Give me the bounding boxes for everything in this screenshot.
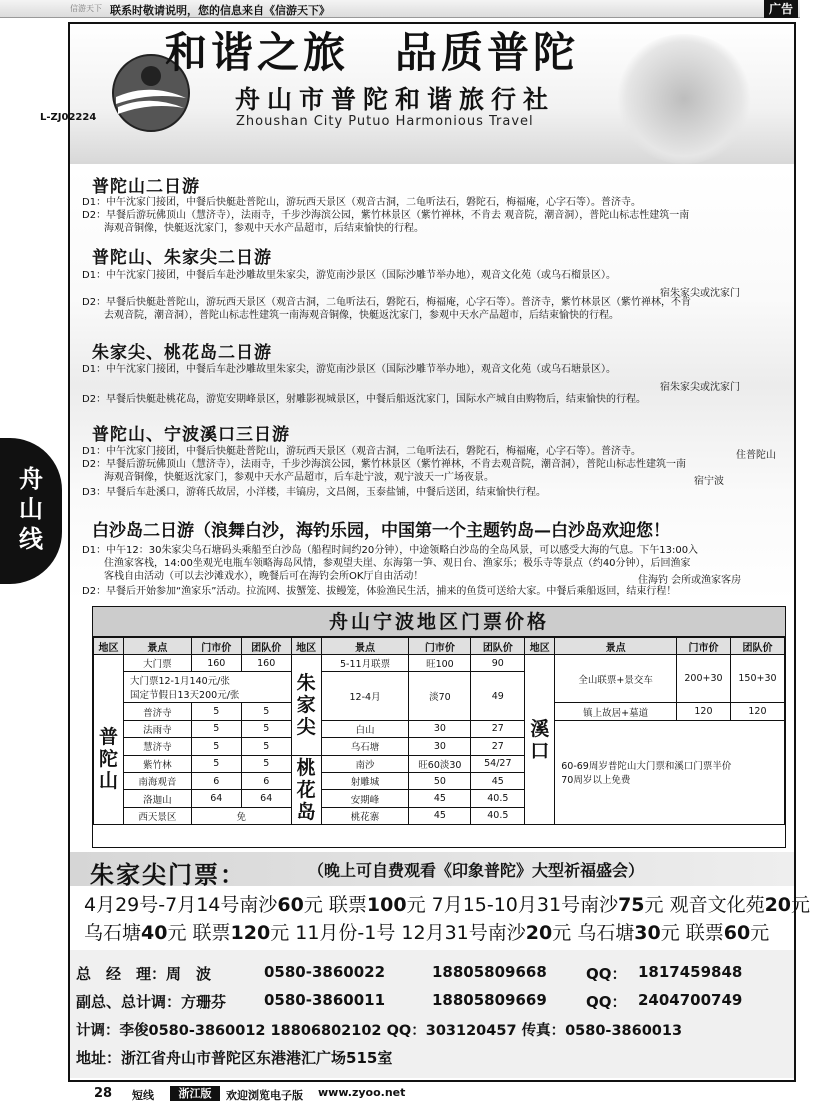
region-char: 普	[98, 726, 118, 749]
region-char: 岛	[296, 800, 316, 823]
tour-day: 去观音院，潮音洞），普陀山标志性建筑一南海观音铜像，快艇返沈家门，参观中天水产品超市，后结束愉快的行程。	[104, 310, 619, 321]
cell-spot: 南沙	[321, 755, 409, 772]
cell-price: 160	[241, 655, 291, 672]
column-header: 地区	[94, 638, 124, 655]
tour-day: D1：中午沈家门接团，中餐后快艇赴普陀山，游玩西天景区（观音古洞，二龟听法石，磐陀石，梅福庵，心字石等）。普济寺。	[82, 197, 642, 208]
region-char: 陀	[98, 748, 118, 771]
tour-title: 普陀山、宁波溪口三日游	[92, 425, 290, 445]
cell-price: 免	[191, 807, 291, 824]
cell-price: 54/27	[471, 755, 525, 772]
baisha-day: 住渔家客栈，14:00坐观光电瓶车领略海岛风情，参观望夫崖、东海第一笋、观日台、渔家乐；极乐寺等景点（约40分钟），后回渔家	[104, 558, 691, 569]
license-number: L-ZJ02224	[40, 112, 97, 123]
tour-day: D2：早餐后快艇赴桃花岛，游览安期峰景区，射雕影视城景区，中餐后船返沈家门，国际水产城自由购物后，结束愉快的行程。	[82, 394, 647, 405]
cell-spot: 桃花寨	[321, 807, 409, 824]
price-text: 乌石塘	[84, 922, 142, 944]
jidiao-row: 计调：李俊0580-3860012 18806802102 QQ：303120457 传真：0580-3860013	[76, 1023, 683, 1039]
cell-price: 40.5	[471, 790, 525, 807]
cell-spot: 紫竹林	[123, 755, 191, 772]
cell-price: 5	[191, 703, 241, 720]
cell-price: 150+30	[730, 655, 784, 703]
tour-day: D2：早餐后快艇赴普陀山，游玩西天景区（观音古洞，二龟听法石，磐陀石，梅福庵，心字石等）。普济寺，紫竹林景区（紫竹禅林，不肯	[82, 297, 692, 308]
cell-price: 40.5	[471, 807, 525, 824]
cell-spot: 12-4月	[321, 672, 409, 720]
price-grid	[93, 637, 785, 825]
cell-spot: 射雕城	[321, 772, 409, 789]
zjj-price-line	[84, 890, 810, 917]
price-value: 120	[230, 922, 271, 944]
region-char: 山	[98, 770, 118, 793]
cell-price: 50	[409, 772, 471, 789]
guanyin-statue-silhouette	[614, 34, 754, 164]
cell-spot: 大门票	[123, 655, 191, 672]
tour-stay: 宿朱家尖或沈家门	[660, 382, 740, 393]
cell-price: 27	[471, 738, 525, 755]
cell-price: 5	[191, 720, 241, 737]
baisha-day: D2：早餐后开始参加“渔家乐”活动。拉流网、拔蟹笼、拔鳗笼，体验渔民生活，捕来的鱼货可送给大家。中餐后乘船返回，结束行程！	[82, 586, 677, 597]
region-taohuadao	[291, 755, 321, 825]
price-text: 元 7月15-10月31号南沙	[406, 894, 619, 916]
tour-day: D1：中午沈家门接团，中餐后车赴沙雕故里朱家尖，游览南沙景区（国际沙雕节举办地），观音文化苑（或乌石榴景区）。	[82, 270, 617, 281]
cell-spot: 南海观音	[123, 772, 191, 789]
contact-qq-label: QQ：	[586, 993, 627, 1011]
region-putuo	[94, 655, 124, 825]
cell-price: 45	[471, 772, 525, 789]
side-tab-zhoushan-line	[0, 438, 62, 584]
contact-role: 总 经 理：周 波	[76, 965, 212, 983]
column-header: 团队价	[730, 638, 784, 655]
cell-spot: 普济寺	[123, 703, 191, 720]
cell-price: 5	[241, 755, 291, 772]
note-line: 60-69周岁普陀山大门票和溪口门票半价	[561, 761, 732, 773]
contact-mobile: 18805809669	[432, 991, 547, 1009]
cell-spot: 全山联票+景交车	[555, 655, 677, 703]
cell-spot: 安期峰	[321, 790, 409, 807]
region-char: 尖	[296, 715, 316, 738]
banner-slogan: 和谐之旅 品质普陀	[165, 28, 580, 77]
top-bar	[0, 0, 800, 18]
cell-price: 49	[471, 672, 525, 720]
cell-price: 30	[409, 720, 471, 737]
price-value: 30	[634, 922, 661, 944]
tour-title: 朱家尖、桃花岛二日游	[92, 343, 272, 363]
contact-qq: 1817459848	[638, 963, 743, 981]
tour-day: D1：中午沈家门接团，中餐后车赴沙雕故里朱家尖，游览南沙景区（国际沙雕节举办地），观音文化苑（或乌石塘景区）。	[82, 364, 617, 375]
cell-price: 120	[676, 703, 730, 720]
edition-badge: 浙江版	[170, 1086, 220, 1101]
cell-note	[555, 720, 785, 824]
small-logo: 信游天下	[70, 4, 102, 13]
price-text: 元 联票	[660, 922, 724, 944]
region-char: 溪	[530, 717, 550, 740]
tour-stay: 住普陀山	[736, 450, 776, 461]
tour-day: D1：中午沈家门接团，中餐后快艇赴普陀山，游玩西天景区（观音古洞，二龟听法石，磐陀石，梅福庵，心字石等）。普济寺。	[82, 446, 642, 457]
region-char: 朱	[296, 671, 316, 694]
baisha-stay: 住海钓 会所或渔家客房	[638, 575, 742, 586]
cell-price: 旺100	[409, 655, 471, 672]
region-char: 口	[530, 739, 550, 762]
cell-price: 6	[191, 772, 241, 789]
cell-price: 45	[409, 807, 471, 824]
cell-price: 45	[409, 790, 471, 807]
ticket-price-table	[92, 606, 786, 848]
price-value: 75	[618, 894, 645, 916]
cell-spot: 乌石塘	[321, 738, 409, 755]
zjj-price-line	[84, 918, 769, 945]
price-text: 元 11月份-1号 12月31号南沙	[270, 922, 526, 944]
table-row	[94, 720, 785, 737]
price-text: 4月29号-7月14号南沙	[84, 894, 278, 916]
ad-badge: 广告	[764, 0, 798, 18]
price-text: 元 联票	[167, 922, 231, 944]
table-row	[94, 655, 785, 672]
price-value: 60	[277, 894, 304, 916]
cell-price: 160	[191, 655, 241, 672]
contact-phone: 0580-3860022	[264, 963, 386, 981]
column-header: 门市价	[676, 638, 730, 655]
cell-price: 5	[241, 703, 291, 720]
column-header: 团队价	[241, 638, 291, 655]
column-header: 景点	[321, 638, 409, 655]
top-notice: 联系时敬请说明，您的信息来自《信游天下》	[110, 4, 330, 17]
side-tab-char: 舟	[19, 465, 43, 493]
contact-phone: 0580-3860011	[264, 991, 386, 1009]
region-char: 家	[296, 693, 316, 716]
price-text: 元 联票	[303, 894, 367, 916]
price-text: 元 乌石塘	[552, 922, 635, 944]
column-header: 门市价	[409, 638, 471, 655]
note-line: 大门票12-1月140元/张	[129, 676, 230, 688]
cell-spot: 洛迦山	[123, 790, 191, 807]
price-table-title: 舟山宁波地区门票价格	[93, 607, 785, 637]
tour-title: 普陀山二日游	[92, 177, 200, 197]
price-text: 元 观音文化苑	[644, 894, 765, 916]
company-name-cn: 舟山市普陀和谐旅行社	[235, 85, 556, 114]
cell-price: 旺60淡30	[409, 755, 471, 772]
cell-note	[123, 672, 291, 703]
note-line: 70周岁以上免费	[561, 775, 631, 787]
zjj-ticket-title: 朱家尖门票：	[90, 861, 246, 889]
zjj-ticket-subtitle: （晚上可自费观看《印象普陀》大型祈福盛会）	[308, 861, 645, 880]
column-header: 景点	[123, 638, 191, 655]
address-row: 地址：浙江省舟山市普陀区东港港汇广场515室	[76, 1049, 393, 1067]
tour-stay: 宿朱家尖或沈家门	[660, 288, 740, 299]
cell-spot: 白山	[321, 720, 409, 737]
contact-qq-label: QQ：	[586, 965, 627, 983]
tour-title: 普陀山、朱家尖二日游	[92, 248, 272, 268]
region-char: 桃	[296, 756, 316, 779]
contact-role: 副总、总计调：方珊芬	[76, 993, 227, 1011]
cell-price: 5	[191, 738, 241, 755]
cell-price: 27	[471, 720, 525, 737]
column-header: 地区	[525, 638, 555, 655]
side-tab-char: 山	[19, 495, 43, 523]
baisha-title: 白沙岛二日游（浪舞白沙，海钓乐园，中国第一个主题钓岛—白沙岛欢迎您！	[92, 521, 670, 541]
tour-day: 海观音铜像，快艇返沈家门，参观中天水产品超市，后结束愉快的行程。	[104, 223, 424, 234]
cell-price: 5	[241, 720, 291, 737]
cell-price: 淡70	[409, 672, 471, 720]
side-tab-char: 线	[19, 525, 43, 553]
column-header: 团队价	[471, 638, 525, 655]
cell-price: 64	[241, 790, 291, 807]
cell-price: 5	[241, 738, 291, 755]
region-char: 花	[296, 778, 316, 801]
cell-spot: 法雨寺	[123, 720, 191, 737]
column-header: 门市价	[191, 638, 241, 655]
column-header: 地区	[291, 638, 321, 655]
cell-price: 30	[409, 738, 471, 755]
note-line: 国定节假日13天200元/张	[129, 690, 240, 702]
cell-price: 5	[191, 755, 241, 772]
footer-slogan: 欢迎浏览电子版	[226, 1089, 303, 1102]
price-text: 元	[750, 922, 770, 944]
region-zhujiajian	[291, 655, 321, 756]
price-text: 元	[791, 894, 811, 916]
page-number: 28	[94, 1086, 113, 1101]
baisha-day: D1：中午12：30朱家尖乌石塘码头乘船至白沙岛（船程时间约20分钟），中途领略白沙岛的全岛风景，可以感受大海的气息。下午13:00入	[82, 545, 699, 556]
table-header-row	[94, 638, 785, 655]
cell-price: 64	[191, 790, 241, 807]
tour-day: D2：早餐后游玩佛顶山（慧济寺），法雨寺，千步沙海滨公园，紫竹林景区（紫竹禅林，不肯去观音院，潮音洞），普陀山标志性建筑一南	[82, 459, 687, 470]
price-value: 20	[525, 922, 553, 944]
price-value: 20	[764, 894, 792, 916]
cell-spot: 镇上故居+墓道	[555, 703, 677, 720]
cell-spot: 西天景区	[123, 807, 191, 824]
company-name-en: Zhoushan City Putuo Harmonious Travel	[236, 114, 534, 129]
cell-price: 120	[730, 703, 784, 720]
footer-url[interactable]: www.zyoo.net	[318, 1086, 406, 1099]
cell-price: 200+30	[676, 655, 730, 703]
tour-day: 海观音铜像，快艇返沈家门，参观中天水产品超市，后车赴宁波，观宁波天一广场夜景。	[104, 472, 494, 483]
tour-day: D3：早餐后车赴溪口，游蒋氏故居，小洋楼，丰镐房，文昌阁，玉泰盐铺，中餐后送团，结束愉快行程。	[82, 487, 547, 498]
tour-stay: 宿宁波	[694, 476, 724, 487]
region-xikou	[525, 655, 555, 825]
price-value: 40	[141, 922, 168, 944]
tour-day: D2：早餐后游玩佛顶山（慧济寺），法雨寺，千步沙海滨公园，紫竹林景区（紫竹禅林，不肯去 观音院，潮音洞），普陀山标志性建筑一南	[82, 210, 690, 221]
contact-qq: 2404700749	[638, 991, 743, 1009]
price-value: 100	[366, 894, 407, 916]
cell-price: 90	[471, 655, 525, 672]
column-header: 景点	[555, 638, 677, 655]
cell-spot: 5-11月联票	[321, 655, 409, 672]
contact-mobile: 18805809668	[432, 963, 547, 981]
baisha-day: 客栈自由活动（可以去沙滩戏水），晚餐后可在海钓会所OK厅自由活动！	[104, 571, 424, 582]
price-value: 60	[723, 922, 751, 944]
cell-spot: 慧济寺	[123, 738, 191, 755]
cell-price: 6	[241, 772, 291, 789]
page-footer	[0, 1086, 800, 1102]
section-label: 短线	[132, 1089, 154, 1102]
